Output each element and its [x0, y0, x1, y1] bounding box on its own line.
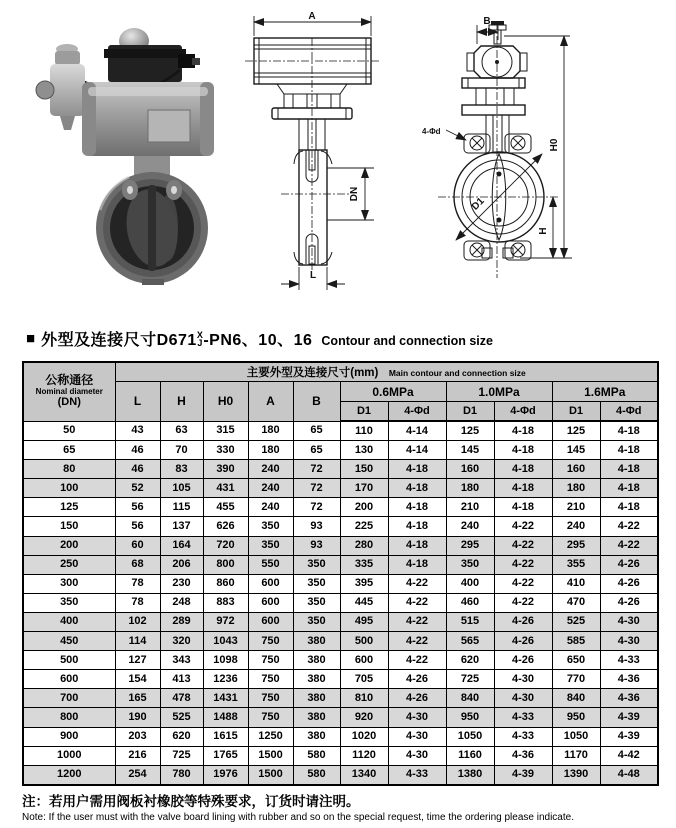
header-col-D1: D1	[446, 402, 494, 422]
cell-value: 295	[446, 536, 494, 555]
table-row	[23, 765, 658, 785]
table-header	[23, 362, 658, 421]
cell-value: 63	[160, 421, 203, 441]
model-variant-top: X	[196, 329, 204, 340]
cell-value: 180	[248, 421, 293, 441]
cell-value: 4-36	[494, 746, 552, 765]
cell-dn: 250	[23, 555, 115, 574]
cell-value: 160	[552, 460, 600, 479]
cell-value: 240	[248, 460, 293, 479]
cell-value: 105	[160, 479, 203, 498]
table-row	[23, 708, 658, 727]
cell-dn: 50	[23, 421, 115, 441]
cell-value: 343	[160, 651, 203, 670]
dim-label-DN: DN	[349, 186, 360, 202]
cell-value: 380	[293, 670, 340, 689]
cell-value: 190	[115, 708, 160, 727]
cell-value: 626	[203, 517, 248, 536]
header-col-A: A	[248, 382, 293, 422]
cell-value: 4-42	[600, 746, 658, 765]
dimension-table	[22, 361, 659, 786]
cell-value: 780	[160, 765, 203, 785]
cell-value: 750	[248, 670, 293, 689]
footnote-cn: 注：若用户需用阀板衬橡胶等特殊要求，订货时请注明。	[22, 794, 360, 809]
cell-value: 580	[293, 765, 340, 785]
cell-value: 1050	[552, 727, 600, 746]
cell-value: 725	[446, 670, 494, 689]
cell-value: 380	[293, 727, 340, 746]
cell-value: 4-36	[600, 689, 658, 708]
cell-value: 180	[552, 479, 600, 498]
cell-value: 1250	[248, 727, 293, 746]
cell-dn: 450	[23, 632, 115, 651]
cell-value: 460	[446, 593, 494, 612]
cell-value: 883	[203, 593, 248, 612]
cell-value: 4-30	[388, 708, 446, 727]
cell-value: 125	[552, 421, 600, 441]
cell-dn: 80	[23, 460, 115, 479]
cell-value: 4-33	[494, 727, 552, 746]
header-nominal-diameter-en: Nominal diameter	[35, 387, 103, 397]
cell-value: 4-26	[600, 555, 658, 574]
cell-value: 4-18	[388, 555, 446, 574]
header-main-dimensions-en: Main contour and connection size	[388, 368, 526, 378]
cell-value: 1340	[340, 765, 388, 785]
cell-dn: 125	[23, 498, 115, 517]
dim-label-D1: D1	[469, 195, 487, 213]
cell-value: 56	[115, 498, 160, 517]
table-row	[23, 479, 658, 498]
cell-value: 725	[160, 746, 203, 765]
cell-value: 350	[248, 536, 293, 555]
cell-value: 43	[115, 421, 160, 441]
cell-value: 600	[340, 651, 388, 670]
cell-dn: 1000	[23, 746, 115, 765]
dim-label-L: L	[309, 270, 317, 281]
cell-value: 720	[203, 536, 248, 555]
header-col-L: L	[115, 382, 160, 422]
table-row	[23, 460, 658, 479]
cell-value: 165	[115, 689, 160, 708]
cell-value: 395	[340, 574, 388, 593]
cell-value: 1431	[203, 689, 248, 708]
cell-dn: 65	[23, 441, 115, 460]
header-col-4phid: 4-Φd	[600, 402, 658, 422]
cell-value: 130	[340, 441, 388, 460]
cell-value: 180	[248, 441, 293, 460]
cell-value: 225	[340, 517, 388, 536]
table-row	[23, 555, 658, 574]
cell-value: 950	[446, 708, 494, 727]
cell-value: 56	[115, 517, 160, 536]
cell-value: 240	[552, 517, 600, 536]
cell-value: 4-18	[388, 460, 446, 479]
valve-side-view-drawing	[237, 12, 417, 304]
model-variant-bottom: J	[197, 337, 203, 348]
cell-dn: 1200	[23, 765, 115, 785]
cell-value: 455	[203, 498, 248, 517]
cell-value: 355	[552, 555, 600, 574]
header-col-4phid: 4-Φd	[388, 402, 446, 422]
cell-value: 500	[340, 632, 388, 651]
cell-dn: 300	[23, 574, 115, 593]
cell-value: 137	[160, 517, 203, 536]
cell-value: 127	[115, 651, 160, 670]
cell-value: 4-18	[600, 498, 658, 517]
dim-label-B: B	[483, 16, 491, 27]
cell-value: 4-22	[388, 651, 446, 670]
table-row	[23, 689, 658, 708]
cell-value: 431	[203, 479, 248, 498]
cell-value: 413	[160, 670, 203, 689]
cell-value: 1236	[203, 670, 248, 689]
cell-value: 102	[115, 612, 160, 631]
cell-dn: 400	[23, 612, 115, 631]
cell-value: 840	[552, 689, 600, 708]
cell-value: 72	[293, 498, 340, 517]
cell-value: 4-18	[388, 479, 446, 498]
section-title	[26, 327, 493, 350]
cell-value: 1500	[248, 765, 293, 785]
cell-value: 840	[446, 689, 494, 708]
table-row	[23, 536, 658, 555]
cell-value: 860	[203, 574, 248, 593]
cell-value: 114	[115, 632, 160, 651]
table-row	[23, 651, 658, 670]
dim-label-H0: H0	[549, 138, 560, 152]
cell-value: 4-33	[388, 765, 446, 785]
cell-value: 1120	[340, 746, 388, 765]
cell-value: 289	[160, 612, 203, 631]
cell-value: 600	[248, 612, 293, 631]
cell-value: 68	[115, 555, 160, 574]
cell-value: 350	[248, 517, 293, 536]
cell-value: 72	[293, 460, 340, 479]
cell-value: 145	[446, 441, 494, 460]
cell-value: 4-30	[388, 727, 446, 746]
cell-value: 164	[160, 536, 203, 555]
cell-value: 78	[115, 574, 160, 593]
cell-value: 4-33	[494, 708, 552, 727]
cell-value: 585	[552, 632, 600, 651]
cell-value: 380	[293, 632, 340, 651]
section-title-cn-prefix: 外型及连接尺寸D671	[41, 332, 197, 349]
cell-value: 1020	[340, 727, 388, 746]
cell-value: 78	[115, 593, 160, 612]
cell-value: 400	[446, 574, 494, 593]
cell-value: 4-22	[388, 612, 446, 631]
cell-value: 4-30	[600, 632, 658, 651]
cell-value: 750	[248, 689, 293, 708]
cell-value: 4-26	[388, 670, 446, 689]
cell-value: 515	[446, 612, 494, 631]
header-col-H0: H0	[203, 382, 248, 422]
cell-value: 295	[552, 536, 600, 555]
cell-value: 4-26	[494, 612, 552, 631]
cell-value: 380	[293, 708, 340, 727]
cell-value: 750	[248, 632, 293, 651]
header-group-10mpa: 1.0MPa	[446, 382, 552, 402]
cell-value: 46	[115, 441, 160, 460]
cell-value: 206	[160, 555, 203, 574]
cell-value: 350	[293, 612, 340, 631]
cell-value: 110	[340, 421, 388, 441]
cell-value: 478	[160, 689, 203, 708]
cell-value: 4-22	[388, 574, 446, 593]
cell-value: 4-22	[388, 632, 446, 651]
valve-product-photo	[30, 18, 230, 286]
cell-value: 4-39	[494, 765, 552, 785]
cell-value: 525	[160, 708, 203, 727]
cell-value: 565	[446, 632, 494, 651]
cell-value: 4-30	[494, 670, 552, 689]
cell-value: 4-26	[600, 593, 658, 612]
cell-value: 4-22	[494, 536, 552, 555]
cell-value: 4-26	[494, 632, 552, 651]
cell-value: 750	[248, 708, 293, 727]
cell-value: 60	[115, 536, 160, 555]
cell-value: 920	[340, 708, 388, 727]
cell-value: 810	[340, 689, 388, 708]
dimension-table-body	[23, 421, 658, 785]
table-row	[23, 441, 658, 460]
cell-value: 620	[446, 651, 494, 670]
header-group-16mpa: 1.6MPa	[552, 382, 658, 402]
cell-dn: 100	[23, 479, 115, 498]
header-col-D1: D1	[340, 402, 388, 422]
cell-value: 550	[248, 555, 293, 574]
cell-value: 1098	[203, 651, 248, 670]
cell-value: 1976	[203, 765, 248, 785]
section-title-en: Contour and connection size	[321, 334, 493, 348]
cell-value: 180	[446, 479, 494, 498]
cell-value: 580	[293, 746, 340, 765]
table-row	[23, 593, 658, 612]
footnote	[22, 794, 662, 824]
dim-label-H: H	[538, 227, 549, 235]
cell-value: 4-22	[600, 536, 658, 555]
cell-value: 4-36	[600, 670, 658, 689]
cell-value: 4-14	[388, 421, 446, 441]
cell-value: 650	[552, 651, 600, 670]
cell-value: 240	[446, 517, 494, 536]
footnote-en: Note: If the user must with the valve board lining with rubber and so on the special request, time the ordering please indicate.	[22, 812, 574, 823]
cell-value: 800	[203, 555, 248, 574]
cell-value: 4-18	[388, 536, 446, 555]
table-row	[23, 727, 658, 746]
table-row	[23, 421, 658, 441]
cell-value: 240	[248, 479, 293, 498]
cell-value: 72	[293, 479, 340, 498]
cell-value: 320	[160, 632, 203, 651]
cell-value: 380	[293, 651, 340, 670]
valve-front-view-drawing	[420, 10, 635, 302]
front-view-svg	[420, 10, 635, 302]
cell-value: 4-18	[600, 421, 658, 441]
cell-value: 1500	[248, 746, 293, 765]
cell-value: 750	[248, 651, 293, 670]
dim-label-A: A	[308, 12, 316, 22]
cell-value: 315	[203, 421, 248, 441]
cell-value: 154	[115, 670, 160, 689]
cell-value: 600	[248, 593, 293, 612]
cell-value: 4-26	[600, 574, 658, 593]
cell-value: 525	[552, 612, 600, 631]
cell-value: 410	[552, 574, 600, 593]
cell-value: 4-30	[494, 689, 552, 708]
cell-value: 65	[293, 441, 340, 460]
cell-value: 93	[293, 517, 340, 536]
cell-value: 1765	[203, 746, 248, 765]
cell-value: 705	[340, 670, 388, 689]
cell-value: 1390	[552, 765, 600, 785]
cell-value: 230	[160, 574, 203, 593]
cell-value: 972	[203, 612, 248, 631]
cell-value: 4-18	[600, 460, 658, 479]
cell-value: 1043	[203, 632, 248, 651]
cell-value: 4-18	[494, 441, 552, 460]
cell-value: 4-22	[600, 517, 658, 536]
cell-value: 1615	[203, 727, 248, 746]
cell-value: 210	[552, 498, 600, 517]
cell-value: 93	[293, 536, 340, 555]
header-nominal-diameter-dn: (DN)	[57, 396, 81, 409]
cell-value: 620	[160, 727, 203, 746]
table-row	[23, 612, 658, 631]
cell-value: 495	[340, 612, 388, 631]
cell-value: 4-18	[600, 479, 658, 498]
header-col-4phid: 4-Φd	[494, 402, 552, 422]
cell-value: 4-18	[388, 498, 446, 517]
valve-photo-drawing	[30, 18, 230, 286]
header-main-dimensions-cn: 主要外型及连接尺寸(mm)	[246, 367, 379, 379]
dimension-table-container	[22, 361, 659, 786]
cell-value: 4-22	[494, 555, 552, 574]
cell-value: 115	[160, 498, 203, 517]
cell-value: 145	[552, 441, 600, 460]
cell-dn: 150	[23, 517, 115, 536]
cell-value: 4-18	[494, 479, 552, 498]
cell-value: 4-18	[494, 460, 552, 479]
model-variant-stack	[197, 331, 204, 347]
cell-value: 4-39	[600, 708, 658, 727]
header-nominal-diameter-cn: 公称通径	[45, 373, 94, 388]
cell-value: 4-33	[600, 651, 658, 670]
cell-value: 1170	[552, 746, 600, 765]
cell-value: 4-18	[388, 517, 446, 536]
table-row	[23, 632, 658, 651]
cell-value: 248	[160, 593, 203, 612]
cell-value: 160	[446, 460, 494, 479]
cell-value: 350	[293, 574, 340, 593]
cell-dn: 800	[23, 708, 115, 727]
cell-value: 125	[446, 421, 494, 441]
cell-value: 1488	[203, 708, 248, 727]
cell-dn: 600	[23, 670, 115, 689]
cell-value: 600	[248, 574, 293, 593]
dim-label-holes: 4-Φd	[422, 127, 441, 136]
cell-value: 83	[160, 460, 203, 479]
cell-value: 330	[203, 441, 248, 460]
section-title-cn	[41, 327, 312, 350]
cell-value: 950	[552, 708, 600, 727]
cell-value: 200	[340, 498, 388, 517]
cell-value: 203	[115, 727, 160, 746]
cell-value: 240	[248, 498, 293, 517]
cell-value: 4-48	[600, 765, 658, 785]
cell-value: 1050	[446, 727, 494, 746]
section-title-cn-suffix: -PN6、10、16	[203, 332, 313, 349]
table-row	[23, 746, 658, 765]
cell-value: 216	[115, 746, 160, 765]
header-group-06mpa: 0.6MPa	[340, 382, 446, 402]
cell-value: 770	[552, 670, 600, 689]
table-row	[23, 517, 658, 536]
cell-value: 4-30	[600, 612, 658, 631]
cell-value: 170	[340, 479, 388, 498]
header-col-D1: D1	[552, 402, 600, 422]
cell-value: 4-26	[494, 651, 552, 670]
cell-value: 350	[293, 593, 340, 612]
cell-value: 4-22	[494, 593, 552, 612]
cell-value: 254	[115, 765, 160, 785]
cell-value: 65	[293, 421, 340, 441]
table-row	[23, 574, 658, 593]
cell-value: 4-18	[600, 441, 658, 460]
section-bullet-icon: ■	[26, 330, 36, 347]
cell-value: 210	[446, 498, 494, 517]
header-nominal-diameter	[23, 362, 115, 421]
header-main-dimensions	[115, 362, 658, 382]
cell-dn: 900	[23, 727, 115, 746]
table-row	[23, 498, 658, 517]
cell-dn: 200	[23, 536, 115, 555]
table-row	[23, 670, 658, 689]
cell-value: 4-22	[494, 574, 552, 593]
cell-value: 4-26	[388, 689, 446, 708]
cell-value: 380	[293, 689, 340, 708]
cell-value: 46	[115, 460, 160, 479]
cell-value: 4-22	[388, 593, 446, 612]
cell-value: 4-22	[494, 517, 552, 536]
cell-value: 70	[160, 441, 203, 460]
cell-dn: 350	[23, 593, 115, 612]
cell-value: 4-14	[388, 441, 446, 460]
cell-value: 280	[340, 536, 388, 555]
cell-value: 390	[203, 460, 248, 479]
cell-value: 335	[340, 555, 388, 574]
cell-dn: 700	[23, 689, 115, 708]
cell-value: 150	[340, 460, 388, 479]
header-col-H: H	[160, 382, 203, 422]
cell-value: 1160	[446, 746, 494, 765]
cell-value: 350	[293, 555, 340, 574]
cell-value: 4-18	[494, 498, 552, 517]
cell-value: 52	[115, 479, 160, 498]
side-view-svg	[237, 12, 417, 304]
cell-dn: 500	[23, 651, 115, 670]
cell-value: 4-39	[600, 727, 658, 746]
cell-value: 350	[446, 555, 494, 574]
cell-value: 445	[340, 593, 388, 612]
header-col-B: B	[293, 382, 340, 422]
cell-value: 4-30	[388, 746, 446, 765]
cell-value: 4-18	[494, 421, 552, 441]
cell-value: 1380	[446, 765, 494, 785]
cell-value: 470	[552, 593, 600, 612]
